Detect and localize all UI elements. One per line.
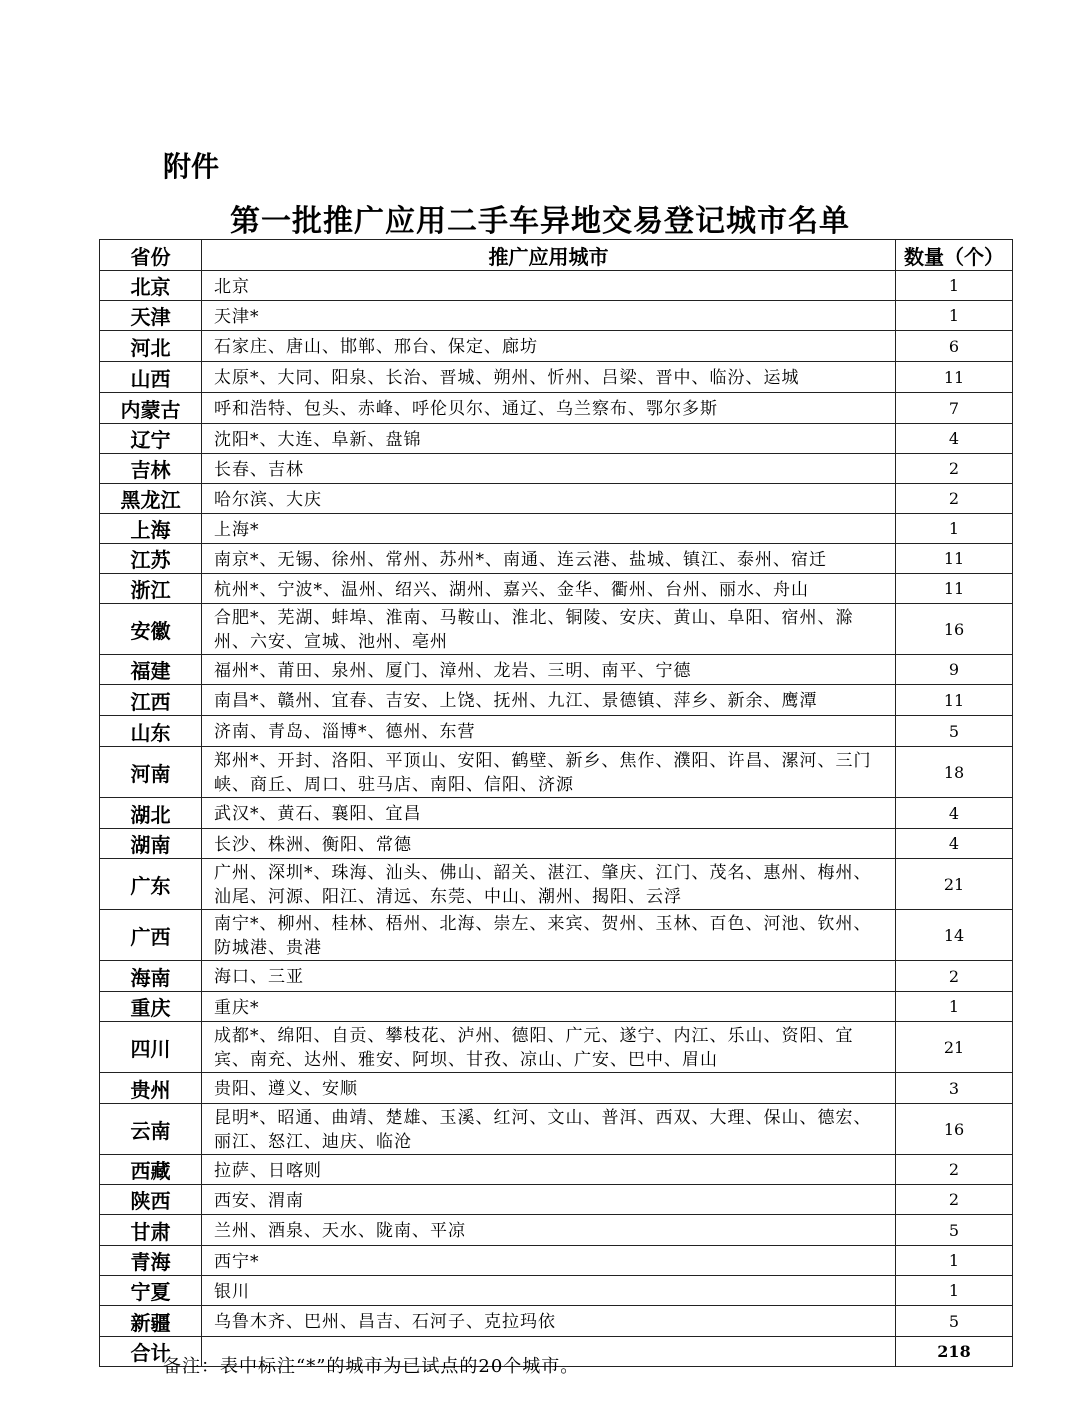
province-cell: 黑龙江 xyxy=(100,484,202,514)
table-row xyxy=(100,424,1013,454)
cities-cell: 长沙、株洲、衡阳、常德 xyxy=(202,829,896,859)
count-cell: 11 xyxy=(896,362,1013,393)
attachment-label: 附件 xyxy=(163,150,220,183)
table-row xyxy=(100,362,1013,393)
cities-cell: 哈尔滨、大庆 xyxy=(202,484,896,514)
province-cell: 山西 xyxy=(100,362,202,393)
table-row xyxy=(100,301,1013,331)
province-cell: 辽宁 xyxy=(100,424,202,454)
province-cell: 海南 xyxy=(100,961,202,992)
count-cell: 11 xyxy=(896,574,1013,604)
cities-cell: 兰州、酒泉、天水、陇南、平凉 xyxy=(202,1215,896,1246)
province-cell: 湖北 xyxy=(100,798,202,829)
province-cell: 北京 xyxy=(100,271,202,301)
cities-cell: 杭州*、宁波*、温州、绍兴、湖州、嘉兴、金华、衢州、台州、丽水、舟山 xyxy=(202,574,896,604)
cities-cell: 拉萨、日喀则 xyxy=(202,1155,896,1185)
province-cell: 西藏 xyxy=(100,1155,202,1185)
province-cell: 广东 xyxy=(100,859,202,910)
count-cell: 4 xyxy=(896,798,1013,829)
province-cell: 广西 xyxy=(100,910,202,961)
table-body xyxy=(100,271,1013,1337)
count-cell: 5 xyxy=(896,1215,1013,1246)
table-row xyxy=(100,747,1013,798)
province-cell: 四川 xyxy=(100,1022,202,1073)
province-cell: 重庆 xyxy=(100,992,202,1022)
header-count: 数量（个） xyxy=(896,240,1013,271)
table-row xyxy=(100,393,1013,424)
count-cell: 2 xyxy=(896,961,1013,992)
cities-cell: 南昌*、赣州、宜春、吉安、上饶、抚州、九江、景德镇、萍乡、新余、鹰潭 xyxy=(202,685,896,716)
table-row xyxy=(100,604,1013,655)
table-row xyxy=(100,1073,1013,1104)
table-row xyxy=(100,271,1013,301)
province-cell: 甘肃 xyxy=(100,1215,202,1246)
province-cell: 陕西 xyxy=(100,1185,202,1215)
cities-cell: 济南、青岛、淄博*、德州、东营 xyxy=(202,716,896,747)
cities-cell: 福州*、莆田、泉州、厦门、漳州、龙岩、三明、南平、宁德 xyxy=(202,655,896,685)
count-cell: 5 xyxy=(896,1306,1013,1337)
count-cell: 6 xyxy=(896,331,1013,362)
province-cell: 河南 xyxy=(100,747,202,798)
cities-cell: 上海* xyxy=(202,514,896,544)
province-cell: 江苏 xyxy=(100,544,202,574)
province-cell: 云南 xyxy=(100,1104,202,1155)
table-row xyxy=(100,1022,1013,1073)
cities-cell: 西宁* xyxy=(202,1246,896,1276)
count-cell: 4 xyxy=(896,424,1013,454)
table-row xyxy=(100,1155,1013,1185)
table-row xyxy=(100,514,1013,544)
province-cell: 上海 xyxy=(100,514,202,544)
table-row xyxy=(100,992,1013,1022)
cities-cell: 海口、三亚 xyxy=(202,961,896,992)
table-row xyxy=(100,454,1013,484)
count-cell: 2 xyxy=(896,454,1013,484)
table-header-row xyxy=(100,240,1013,271)
cities-cell: 昆明*、昭通、曲靖、楚雄、玉溪、红河、文山、普洱、西双、大理、保山、德宏、丽江、怒江、迪庆、临沧 xyxy=(202,1104,896,1155)
count-cell: 1 xyxy=(896,1246,1013,1276)
cities-cell: 长春、吉林 xyxy=(202,454,896,484)
province-cell: 内蒙古 xyxy=(100,393,202,424)
header-cities: 推广应用城市 xyxy=(202,240,896,271)
table-row xyxy=(100,484,1013,514)
table-row xyxy=(100,1246,1013,1276)
cities-cell: 合肥*、芜湖、蚌埠、淮南、马鞍山、淮北、铜陵、安庆、黄山、阜阳、宿州、滁州、六安、宣城、池州、亳州 xyxy=(202,604,896,655)
cities-cell: 银川 xyxy=(202,1276,896,1306)
count-cell: 5 xyxy=(896,716,1013,747)
province-cell: 江西 xyxy=(100,685,202,716)
count-cell: 21 xyxy=(896,859,1013,910)
table-row xyxy=(100,910,1013,961)
city-table xyxy=(99,239,1013,1367)
count-cell: 3 xyxy=(896,1073,1013,1104)
header-province: 省份 xyxy=(100,240,202,271)
cities-cell: 沈阳*、大连、阜新、盘锦 xyxy=(202,424,896,454)
count-cell: 9 xyxy=(896,655,1013,685)
cities-cell: 南京*、无锡、徐州、常州、苏州*、南通、连云港、盐城、镇江、泰州、宿迁 xyxy=(202,544,896,574)
count-cell: 18 xyxy=(896,747,1013,798)
cities-cell: 北京 xyxy=(202,271,896,301)
cities-cell: 南宁*、柳州、桂林、梧州、北海、崇左、来宾、贺州、玉林、百色、河池、钦州、防城港、贵港 xyxy=(202,910,896,961)
cities-cell: 重庆* xyxy=(202,992,896,1022)
table-row xyxy=(100,1185,1013,1215)
count-cell: 21 xyxy=(896,1022,1013,1073)
province-cell: 青海 xyxy=(100,1246,202,1276)
cities-cell: 天津* xyxy=(202,301,896,331)
province-cell: 吉林 xyxy=(100,454,202,484)
province-cell: 贵州 xyxy=(100,1073,202,1104)
footnote: 备注：表中标注“*”的城市为已试点的20个城市。 xyxy=(163,1356,580,1377)
table-row xyxy=(100,1306,1013,1337)
province-cell: 浙江 xyxy=(100,574,202,604)
table-row xyxy=(100,331,1013,362)
document-title: 第一批推广应用二手车异地交易登记城市名单 xyxy=(230,204,850,239)
cities-cell: 郑州*、开封、洛阳、平顶山、安阳、鹤壁、新乡、焦作、濮阳、许昌、漯河、三门峡、商丘、周口、驻马店、南阳、信阳、济源 xyxy=(202,747,896,798)
province-cell: 湖南 xyxy=(100,829,202,859)
cities-cell: 广州、深圳*、珠海、汕头、佛山、韶关、湛江、肇庆、江门、茂名、惠州、梅州、汕尾、河源、阳江、清远、东莞、中山、潮州、揭阳、云浮 xyxy=(202,859,896,910)
province-cell: 山东 xyxy=(100,716,202,747)
count-cell: 16 xyxy=(896,1104,1013,1155)
count-cell: 2 xyxy=(896,484,1013,514)
count-cell: 1 xyxy=(896,1276,1013,1306)
count-cell: 1 xyxy=(896,514,1013,544)
count-cell: 2 xyxy=(896,1155,1013,1185)
province-cell: 河北 xyxy=(100,331,202,362)
table-row xyxy=(100,961,1013,992)
table-row xyxy=(100,859,1013,910)
table-row xyxy=(100,829,1013,859)
count-cell: 2 xyxy=(896,1185,1013,1215)
cities-cell: 西安、渭南 xyxy=(202,1185,896,1215)
table-row xyxy=(100,544,1013,574)
cities-cell: 乌鲁木齐、巴州、昌吉、石河子、克拉玛依 xyxy=(202,1306,896,1337)
cities-cell: 石家庄、唐山、邯郸、邢台、保定、廊坊 xyxy=(202,331,896,362)
province-cell: 宁夏 xyxy=(100,1276,202,1306)
count-cell: 11 xyxy=(896,685,1013,716)
count-cell: 16 xyxy=(896,604,1013,655)
count-cell: 14 xyxy=(896,910,1013,961)
cities-cell: 武汉*、黄石、襄阳、宜昌 xyxy=(202,798,896,829)
count-cell: 4 xyxy=(896,829,1013,859)
total-label: 合计 xyxy=(100,1337,202,1367)
cities-cell: 成都*、绵阳、自贡、攀枝花、泸州、德阳、广元、遂宁、内江、乐山、资阳、宜宾、南充、达州、雅安、阿坝、甘孜、凉山、广安、巴中、眉山 xyxy=(202,1022,896,1073)
cities-cell: 呼和浩特、包头、赤峰、呼伦贝尔、通辽、乌兰察布、鄂尔多斯 xyxy=(202,393,896,424)
count-cell: 7 xyxy=(896,393,1013,424)
province-cell: 新疆 xyxy=(100,1306,202,1337)
table-row xyxy=(100,1215,1013,1246)
count-cell: 1 xyxy=(896,271,1013,301)
cities-cell: 贵阳、遵义、安顺 xyxy=(202,1073,896,1104)
table-row xyxy=(100,798,1013,829)
table-row xyxy=(100,1104,1013,1155)
count-cell: 1 xyxy=(896,301,1013,331)
table-row xyxy=(100,574,1013,604)
province-cell: 天津 xyxy=(100,301,202,331)
table-row xyxy=(100,685,1013,716)
total-count: 218 xyxy=(896,1337,1013,1367)
count-cell: 1 xyxy=(896,992,1013,1022)
table-row xyxy=(100,716,1013,747)
cities-cell: 太原*、大同、阳泉、长治、晋城、朔州、忻州、吕梁、晋中、临汾、运城 xyxy=(202,362,896,393)
province-cell: 安徽 xyxy=(100,604,202,655)
province-cell: 福建 xyxy=(100,655,202,685)
table-row xyxy=(100,655,1013,685)
count-cell: 11 xyxy=(896,544,1013,574)
table-row xyxy=(100,1276,1013,1306)
